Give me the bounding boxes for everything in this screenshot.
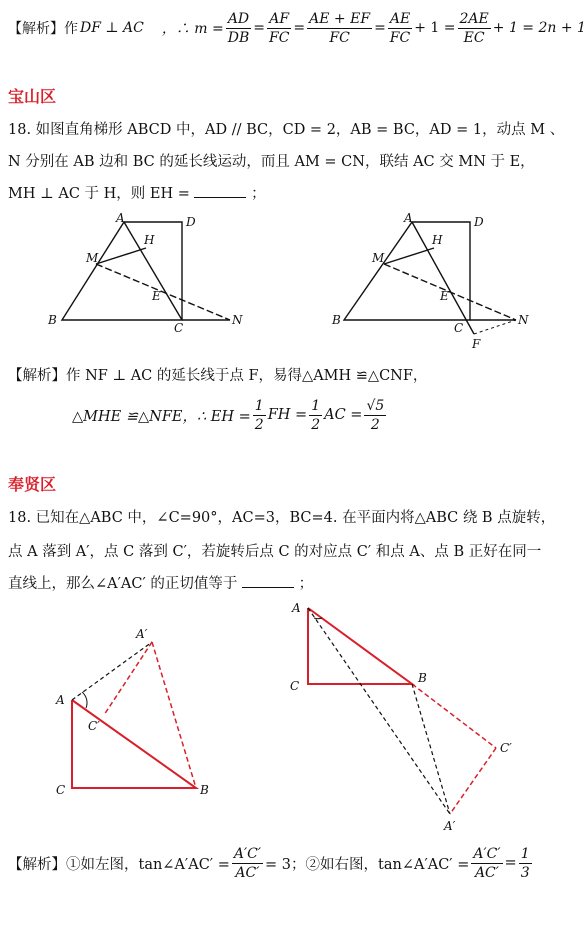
answer-line: △MHE ≌△NFE，∴ EH = $\frac{1}{2}$ FH = $\frac{1}{2}$ AC = $\frac{√5}{2}$ <box>72 397 385 433</box>
fraction: $\frac{√5}{2}$ <box>366 397 385 433</box>
fraction: $\frac{AE + EF}{FC}$ <box>309 10 371 46</box>
label-A-prime: A′ <box>444 819 456 833</box>
fraction: $\frac{1}{3}$ <box>520 845 530 881</box>
solution-tag: 【解析】 <box>8 21 64 37</box>
label-B: B <box>418 671 427 685</box>
fraction: $\frac{AD}{DB}$ <box>227 10 250 46</box>
label-H: H <box>144 233 155 247</box>
top-solution-line: 【解析】 作 DF ⊥ AC ，∴ m = $\frac{AD}{DB}$ = $\frac{AF}{FC}$ = $\frac{AE + EF}{FC}$ = $\frac{AE}{FC}$ + 1 = $\frac{2AE}{EC}$ + 1 = 2n + 1 <box>8 10 586 46</box>
label-C-prime: C′ <box>88 719 100 733</box>
label-A: A <box>404 211 413 225</box>
fraction: $\frac{1}{2}$ <box>254 397 264 433</box>
fraction: $\frac{A'C'}{AC'}$ <box>233 845 262 881</box>
label-A: A <box>292 601 301 615</box>
label-B: B <box>332 313 341 327</box>
label-N: N <box>518 313 529 327</box>
trapezoid-shape <box>344 222 470 320</box>
label-D: D <box>186 215 196 229</box>
label-A: A <box>56 693 65 707</box>
label-A: A <box>116 211 125 225</box>
label-D: D <box>474 215 484 229</box>
label-A-prime: A′ <box>136 627 148 641</box>
label-N: N <box>232 313 243 327</box>
label-M: M <box>372 251 385 265</box>
section-heading-baoshan: 宝山区 <box>8 87 57 106</box>
label-M: M <box>86 251 99 265</box>
label-B: B <box>48 313 57 327</box>
label-C: C <box>56 783 66 797</box>
fraction: $\frac{A'C'}{AC'}$ <box>473 845 501 881</box>
fraction: $\frac{1}{2}$ <box>311 397 321 433</box>
fraction: $\frac{AF}{FC}$ <box>268 10 290 46</box>
trapezoid-figure-left <box>40 211 250 335</box>
label-E: E <box>440 289 449 303</box>
label-B: B <box>200 783 209 797</box>
question-line: 18. 如图直角梯形 ABCD 中，AD // BC，CD = 2，AB = BC，AD = 1，动点 M 、 <box>8 122 565 138</box>
triangle-ABC <box>72 700 196 788</box>
label-C: C <box>454 321 464 335</box>
label-C-prime: C′ <box>500 741 512 755</box>
answer-line: 【解析】作 NF ⊥ AC 的延长线于点 F，易得△AMH ≌△CNF， <box>8 368 428 384</box>
answer-line: 【解析】①如左图，tan∠A′AC′ = $\frac{A'C'}{AC'}$ = 3；②如右图，tan∠A′AC′ = $\frac{A'C'}{AC'}$ = $\frac{1}{3}$ <box>8 845 530 881</box>
answer-blank <box>242 587 294 588</box>
label-C: C <box>290 679 300 693</box>
triangle-ABC <box>308 608 412 684</box>
trapezoid-figure-right <box>326 212 536 352</box>
question-line: MH ⊥ AC 于 H，则 EH = ； <box>8 186 266 202</box>
question-line: 直线上，那么∠A′AC′ 的正切值等于 ； <box>8 576 314 592</box>
label-E: E <box>152 289 161 303</box>
rotation-figure-right <box>284 596 524 836</box>
label-F: F <box>472 337 481 351</box>
question-line: 18. 已知在△ABC 中，∠C=90°，AC=3，BC=4. 在平面内将△ABC 绕 B 点旋转， <box>8 510 556 526</box>
question-line: 点 A 落到 A′，点 C 落到 C′，若旋转后点 C 的对应点 C′ 和点 A、点 B 正好在同一 <box>8 544 542 560</box>
trapezoid-shape <box>62 222 182 320</box>
label-H: H <box>432 233 443 247</box>
rotation-figure-left <box>48 620 228 805</box>
question-line: N 分别在 AB 边和 BC 的延长线运动，而且 AM = CN，联结 AC 交 MN 于 E， <box>8 154 535 170</box>
section-heading-fengxian: 奉贤区 <box>8 475 57 494</box>
fraction: $\frac{2AE}{EC}$ <box>459 10 489 46</box>
label-C: C <box>174 321 184 335</box>
answer-blank <box>194 197 246 198</box>
fraction: $\frac{AE}{FC}$ <box>389 10 411 46</box>
